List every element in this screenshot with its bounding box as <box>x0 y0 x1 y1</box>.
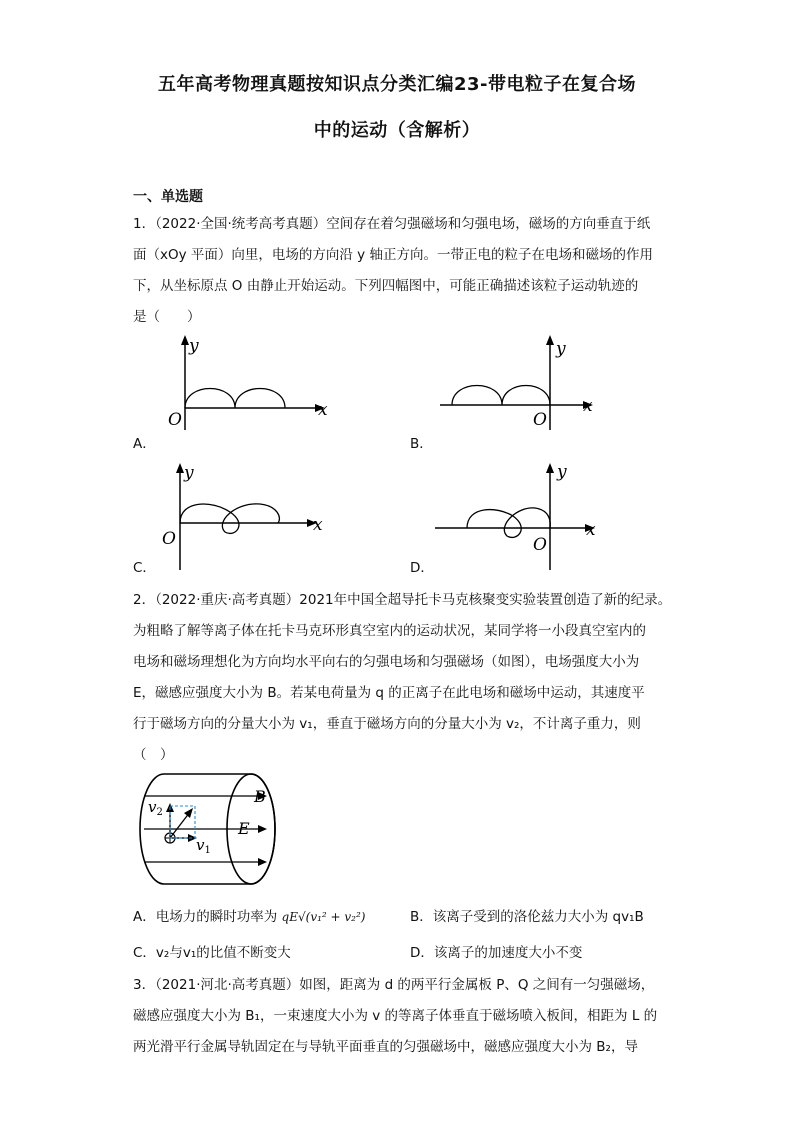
q3-line-3: 两光滑平行金属导轨固定在与导轨平面垂直的匀强磁场中，磁感应强度大小为 B₂，导 <box>133 1039 638 1055</box>
fig-b-x-label: x <box>583 396 593 416</box>
q1-line-1: 1．（2022·全国·统考高考真题）空间存在着匀强磁场和匀强电场，磁场的方向垂直于纸 <box>133 216 651 232</box>
option-c-label: C． <box>133 560 156 576</box>
q1-line-4: 是（ ） <box>133 309 201 325</box>
figure-c <box>160 460 340 570</box>
q1-line-2: 面（xOy 平面）向里，电场的方向沿 y 轴正方向。一带正电的粒子在电场和磁场的作用 <box>133 247 653 263</box>
fig-d-x-label: x <box>586 520 596 540</box>
fig-b-label: B <box>254 787 266 806</box>
q2-line-4: E，磁感应强度大小为 B。若某电荷量为 q 的正离子在此电场和磁场中运动，其速度平 <box>133 685 645 701</box>
q3-line-2: 磁感应强度大小为 B₁，一束速度大小为 v 的等离子体垂直于磁场喷入板间，相距为 L 的 <box>133 1008 658 1024</box>
fig-d-origin: O <box>533 535 547 555</box>
q2-line-6: （ ） <box>133 747 174 763</box>
q2-option-b: B．该离子受到的洛伦兹力大小为 qv₁B <box>410 909 644 925</box>
fig-d-y-label: y <box>557 462 567 482</box>
q2-line-5: 行于磁场方向的分量大小为 v₁，垂直于磁场方向的分量大小为 v₂，不计离子重力，则 <box>133 716 641 732</box>
q2-option-a-formula: qE√(v₁² + v₂²) <box>281 910 366 924</box>
fig-b-y-label: y <box>556 339 566 359</box>
fig-a-origin: O <box>168 410 182 430</box>
q3-line-1: 3．（2021·河北·高考真题）如图，距离为 d 的两平行金属板 P、Q 之间有一匀强磁场， <box>133 977 655 993</box>
fig-c-origin: O <box>162 529 176 549</box>
fig-a-x-label: x <box>318 400 328 420</box>
fig-c-y-label: y <box>184 463 194 483</box>
q2-line-2: 为粗略了解等离子体在托卡马克环形真空室内的运动状况，某同学将一小段真空室内的 <box>133 623 646 639</box>
doc-title-line1: 五年高考物理真题按知识点分类汇编23-带电粒子在复合场 <box>157 74 637 95</box>
doc-title-line2: 中的运动（含解析） <box>313 120 481 141</box>
figure-cylinder <box>134 772 284 887</box>
section-heading: 一、单选题 <box>133 189 203 205</box>
fig-e-label: E <box>238 819 250 838</box>
figure-a <box>160 335 340 435</box>
figure-b <box>440 335 620 435</box>
fig-v1-label: $v_1$ <box>196 836 211 856</box>
q2-option-d: D．该离子的加速度大小不变 <box>410 945 583 961</box>
fig-b-origin: O <box>533 410 547 430</box>
q2-line-1: 2．（2022·重庆·高考真题）2021年中国全超导托卡马克核聚变实验装置创造了新的纪录。 <box>133 592 672 608</box>
q2-line-3: 电场和磁场理想化为方向均水平向右的匀强电场和匀强磁场（如图），电场强度大小为 <box>133 654 640 670</box>
q2-option-a <box>133 905 365 925</box>
q1-line-3: 下，从坐标原点 O 由静止开始运动。下列四幅图中，可能正确描述该粒子运动轨迹的 <box>133 278 639 294</box>
option-a-label: A． <box>133 436 156 452</box>
fig-a-y-label: y <box>189 336 199 356</box>
option-d-label: D． <box>410 560 434 576</box>
q2-option-c: C．v₂与v₁的比值不断变大 <box>133 945 291 961</box>
fig-v2-label: $v_2$ <box>148 798 163 818</box>
figure-d <box>435 460 615 570</box>
fig-c-x-label: x <box>313 515 323 535</box>
q2-option-a-text: A．电场力的瞬时功率为 <box>133 909 278 925</box>
option-b-label: B． <box>410 436 433 452</box>
